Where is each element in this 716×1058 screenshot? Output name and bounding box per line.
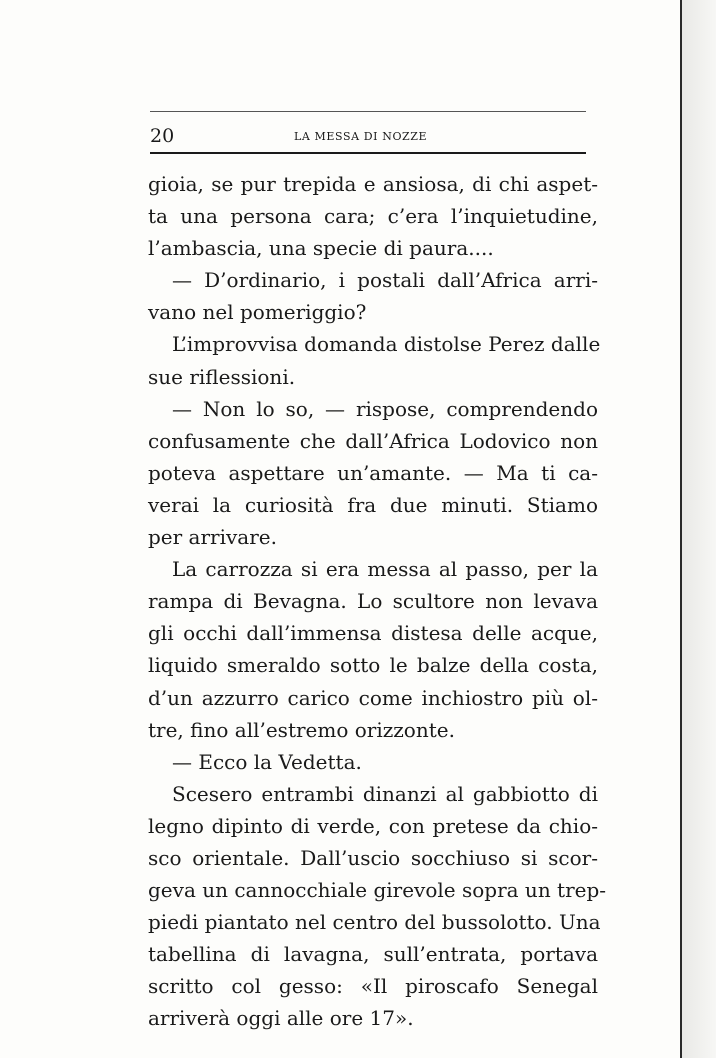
running-head: LA MESSA DI NOZZE xyxy=(294,130,428,143)
text-line: scritto col gesso: «Il piroscafo Senegal xyxy=(148,974,598,999)
text-line: tabellina di lavagna, sull’entrata, portava xyxy=(148,942,598,967)
text-line: La carrozza si era messa al passo, per la xyxy=(172,557,598,582)
text-line: rampa di Bevagna. Lo scultore non levava xyxy=(148,589,598,614)
text-line: ta una persona cara; c’era l’inquietudine, xyxy=(148,204,598,229)
header-rule xyxy=(150,152,586,154)
text-line: tre, fino all’estremo orizzonte. xyxy=(148,717,455,742)
text-line: confusamente che dall’Africa Lodovico non xyxy=(148,428,598,453)
text-line: geva un cannocchiale girevole sopra un trep- xyxy=(148,878,607,903)
text-line: liquido smeraldo sotto le balze della costa, xyxy=(148,653,598,678)
text-line: sue riflessioni. xyxy=(148,364,296,389)
text-line: Scesero entrambi dinanzi al gabbiotto di xyxy=(172,781,598,806)
page-header xyxy=(150,126,586,146)
text-line: piedi piantato nel centro del bussolotto. Una xyxy=(148,910,601,935)
text-line: L’improvvisa domanda distolse Perez dalle xyxy=(172,332,601,357)
text-line: poteva aspettare un’amante. — Ma ti ca- xyxy=(148,460,598,485)
text-line: arriverà oggi alle ore 17». xyxy=(148,1006,414,1031)
header-top-rule xyxy=(150,111,586,112)
text-line: l’ambascia, una specie di paura.... xyxy=(148,236,494,261)
text-line: — Ecco la Vedetta. xyxy=(172,749,362,774)
text-line: per arrivare. xyxy=(148,525,277,550)
body-text xyxy=(148,168,607,1035)
gutter-shade xyxy=(682,0,716,1058)
text-line: — Non lo so, — rispose, comprendendo xyxy=(172,396,598,421)
text-line: gioia, se pur trepida e ansiosa, di chi aspet- xyxy=(148,172,598,196)
text-line: legno dipinto di verde, con pretese da chio- xyxy=(148,813,598,838)
text-line: vano nel pomeriggio? xyxy=(148,300,367,325)
page-number: 20 xyxy=(150,125,175,147)
text-line: sco orientale. Dall’uscio socchiuso si scor- xyxy=(148,845,598,870)
text-line: d’un azzurro carico come inchiostro più ol- xyxy=(148,685,598,710)
text-line: — D’ordinario, i postali dall’Africa arri- xyxy=(172,268,598,293)
text-line: verai la curiosità fra due minuti. Stiamo xyxy=(148,492,598,517)
text-line: gli occhi dall’immensa distesa delle acque, xyxy=(148,621,598,646)
